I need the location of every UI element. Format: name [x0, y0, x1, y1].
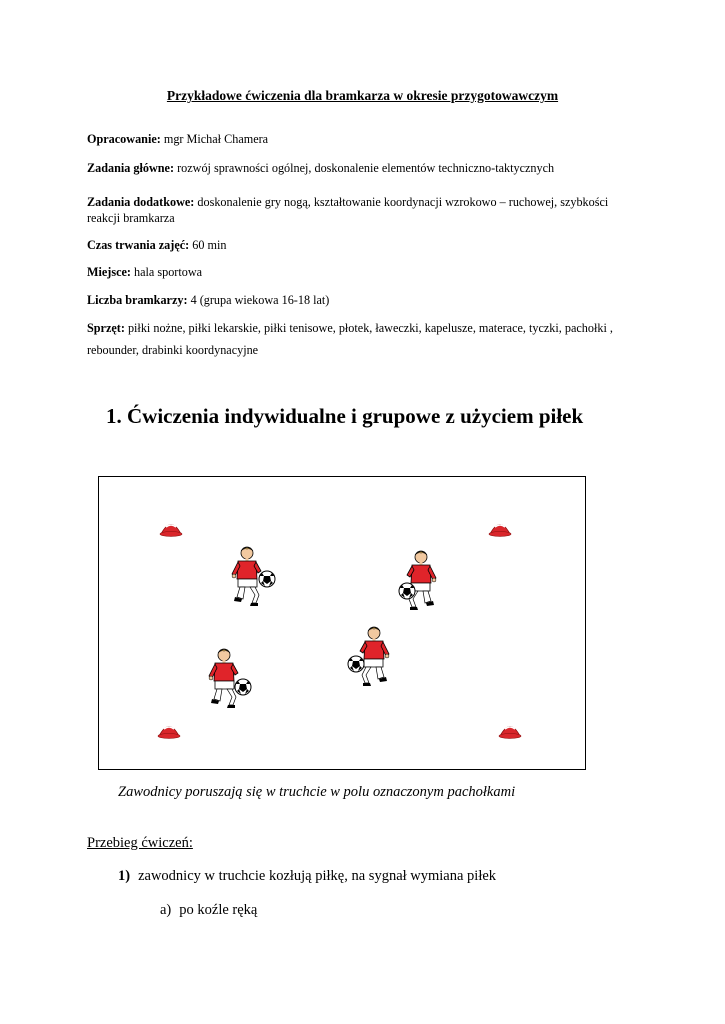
field-label: Czas trwania zajęć: [87, 238, 190, 252]
field-value: rozwój sprawności ogólnej, doskonalenie elementów techniczno-taktycznych [174, 161, 555, 175]
ball-icon [259, 571, 275, 587]
field-liczba [87, 292, 647, 308]
przebieg-heading: Przebieg ćwiczeń: [87, 835, 193, 851]
field-value: 4 (grupa wiekowa 16-18 lat) [187, 293, 330, 307]
player-4 [209, 649, 251, 708]
field-label: Opracowanie: [87, 132, 161, 146]
field-label: Miejsce: [87, 265, 131, 279]
exercise-diagram [98, 476, 586, 770]
step-marker: a) [160, 902, 172, 918]
field-zadania-dodatkowe [87, 194, 617, 226]
cone-top-right [489, 525, 511, 537]
cone-top-left [160, 525, 182, 537]
field-label: Liczba bramkarzy: [87, 293, 188, 307]
field-label: Zadania główne: [87, 161, 175, 175]
step-1 [118, 868, 496, 885]
field-czas [87, 237, 647, 253]
document-title: Przykładowe ćwiczenia dla bramkarza w okresie przygotowawczym [166, 88, 559, 103]
ball-icon [235, 679, 251, 695]
section-heading: 1. Ćwiczenia indywidualne i grupowe z użyciem piłek [106, 404, 584, 428]
player-2 [399, 551, 436, 610]
field-miejsce [87, 264, 647, 280]
field-value: 60 min [189, 238, 227, 252]
cone-bottom-right [499, 727, 521, 739]
step-text: zawodnicy w truchcie kozłują piłkę, na sygnał wymiana piłek [138, 868, 497, 884]
field-sprzet [87, 320, 647, 336]
step-1a [160, 902, 257, 919]
step-text: po koźle ręką [179, 902, 258, 918]
player-3 [348, 627, 389, 686]
field-value: piłki nożne, piłki lekarskie, piłki tenisowe, płotek, ławeczki, kapelusze, materace, tyczki, pachołki , [124, 321, 613, 335]
field-zadania-glowne [87, 160, 647, 176]
field-opracowanie [87, 131, 647, 147]
field-value: hala sportowa [130, 265, 203, 279]
diagram-caption: Zawodnicy poruszają się w truchcie w polu oznaczonym pachołkami [118, 784, 516, 800]
field-label: Zadania dodatkowe: [87, 195, 195, 209]
ball-icon [348, 656, 364, 672]
exercise-diagram-svg [99, 477, 585, 769]
field-sprzet-continued: rebounder, drabinki koordynacyjne [87, 343, 259, 357]
cone-bottom-left [158, 727, 180, 739]
ball-icon [399, 583, 415, 599]
field-value: mgr Michał Chamera [160, 132, 269, 146]
step-marker: 1) [118, 868, 131, 884]
field-label: Sprzęt: [87, 321, 125, 335]
player-1 [232, 547, 275, 606]
field-value: doskonalenie gry nogą, kształtowanie koordynacji wzrokowo – ruchowej, szybkości reakcji bramkarza [87, 195, 609, 225]
